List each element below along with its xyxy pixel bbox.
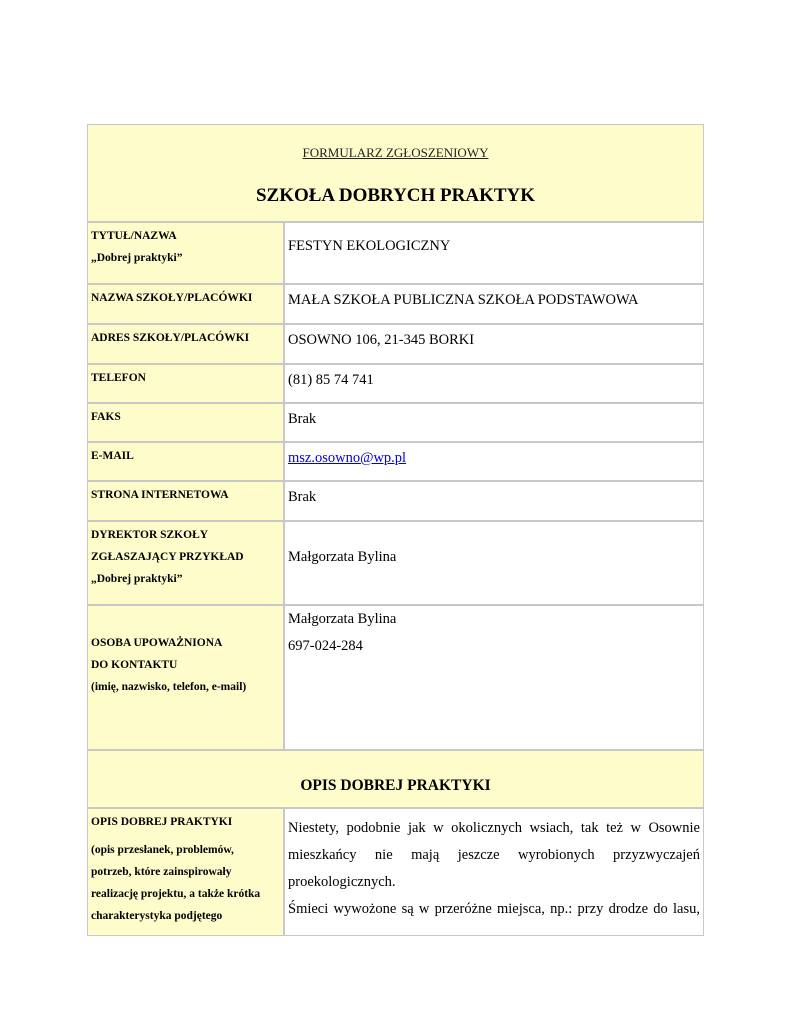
opis-line-4: Śmieci wywożone są w przeróżne miejsca, np.: przy drodze do lasu, xyxy=(288,901,700,917)
label-nazwa: NAZWA SZKOŁY/PLACÓWKI xyxy=(87,284,284,324)
value-telefon: (81) 85 74 741 xyxy=(284,364,704,403)
label-telefon: TELEFON xyxy=(87,364,284,403)
label-faks: FAKS xyxy=(87,403,284,442)
value-adres: OSOWNO 106, 21-345 BORKI xyxy=(284,324,704,364)
form-table xyxy=(87,124,704,936)
value-email xyxy=(284,442,704,481)
opis-line-1: Niestety, podobnie jak w okolicznych wsiach, tak też w Osownie xyxy=(288,820,700,836)
opis-line-3: proekologicznych. xyxy=(288,874,396,890)
section-header xyxy=(87,750,704,808)
form-title: SZKOŁA DOBRYCH PRAKTYK xyxy=(255,185,536,206)
form-subtitle: FORMULARZ ZGŁOSZENIOWY xyxy=(302,145,489,160)
value-nazwa: MAŁA SZKOŁA PUBLICZNA SZKOŁA PODSTAWOWA xyxy=(284,284,704,324)
value-dyrektor: Małgorzata Bylina xyxy=(284,521,704,605)
email-link[interactable]: msz.osowno@wp.pl xyxy=(288,450,407,466)
value-opis xyxy=(284,808,704,936)
value-osoba: Małgorzata Bylina 697-024-284 xyxy=(284,605,704,750)
label-opis: OPIS DOBREJ PRAKTYKI (opis przesłanek, problemów, potrzeb, które zainspirowały realizację projektu, a także krótka charakterystyka podjętego xyxy=(87,808,284,936)
label-strona: STRONA INTERNETOWA xyxy=(87,481,284,521)
application-form xyxy=(87,124,704,936)
section-title: OPIS DOBREJ PRAKTYKI xyxy=(300,777,491,794)
form-header xyxy=(87,124,704,222)
value-strona: Brak xyxy=(284,481,704,521)
label-tytul: TYTUŁ/NAZWA „Dobrej praktyki” xyxy=(87,222,284,284)
value-tytul: FESTYN EKOLOGICZNY xyxy=(284,222,704,284)
label-dyrektor: DYREKTOR SZKOŁY ZGŁASZAJĄCY PRZYKŁAD „Dobrej praktyki” xyxy=(87,521,284,605)
label-adres: ADRES SZKOŁY/PLACÓWKI xyxy=(87,324,284,364)
label-email: E-MAIL xyxy=(87,442,284,481)
label-osoba: OSOBA UPOWAŻNIONA DO KONTAKTU (imię, nazwisko, telefon, e-mail) xyxy=(87,605,284,750)
value-faks: Brak xyxy=(284,403,704,442)
opis-line-2: mieszkańcy nie mają jeszcze wyrobionych przyzwyczajeń xyxy=(288,847,700,863)
